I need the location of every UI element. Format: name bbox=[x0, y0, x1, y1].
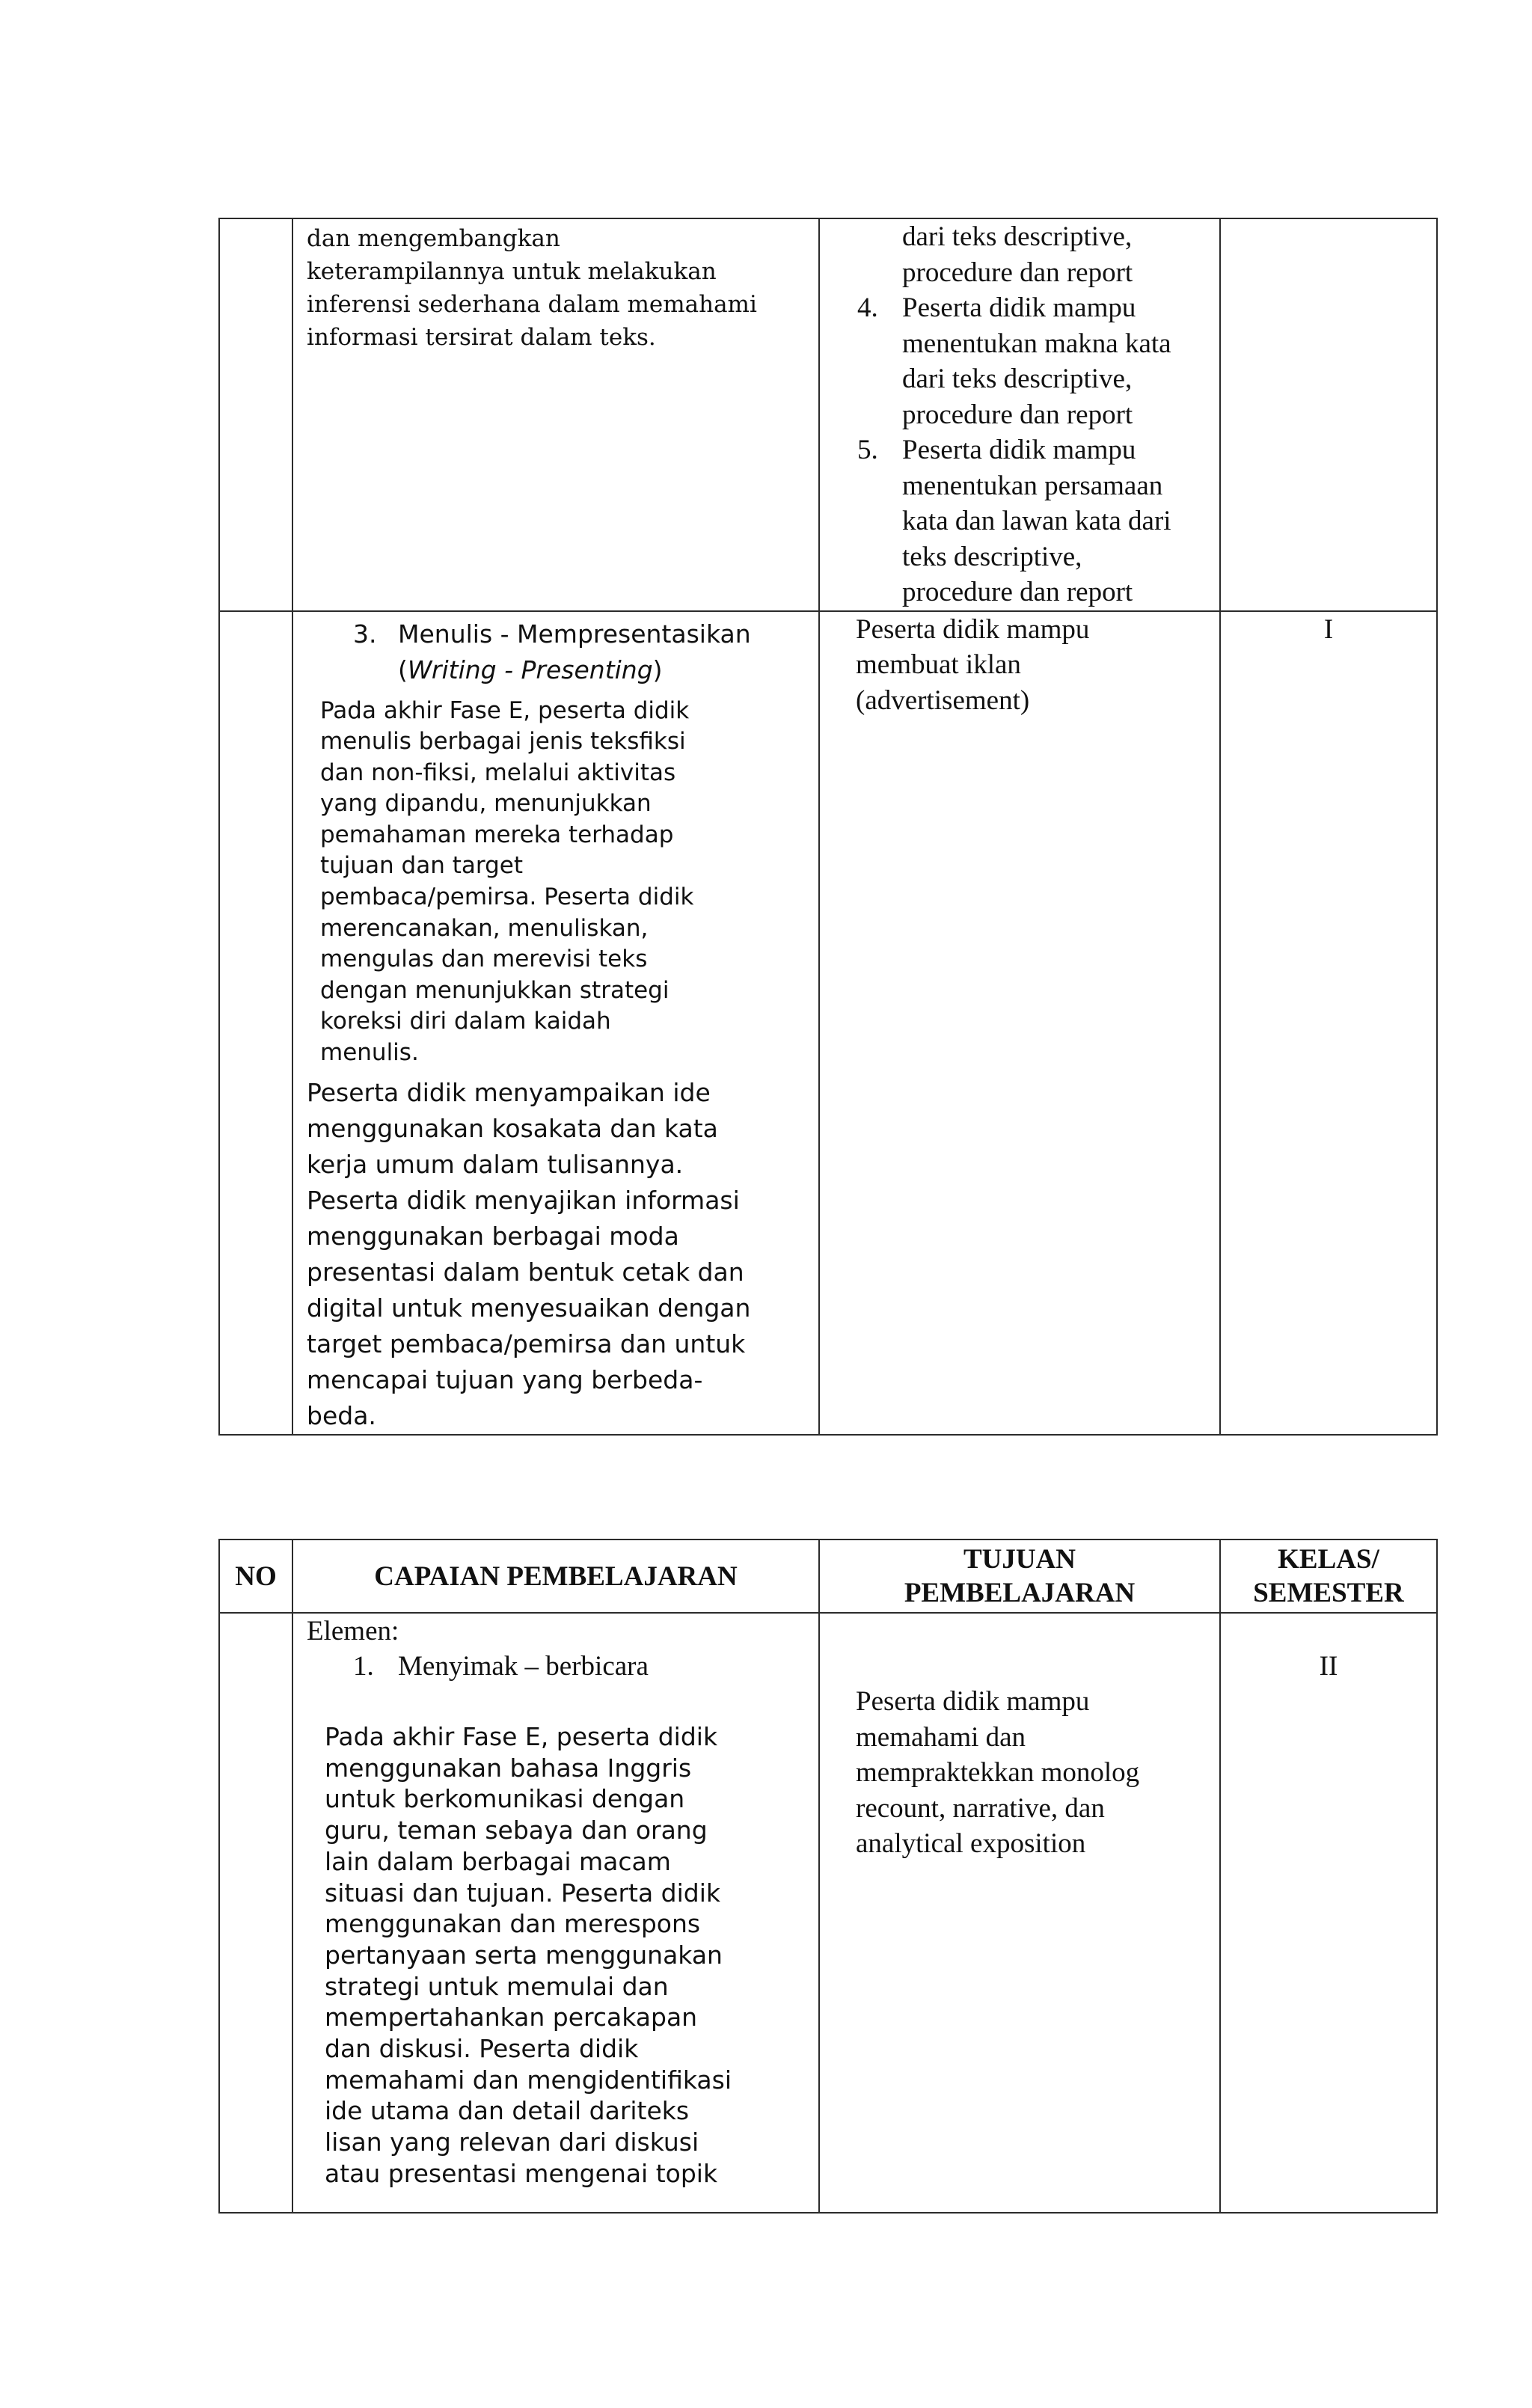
tujuan-cell bbox=[819, 611, 1220, 1435]
capaian-text: dan mengembangkan keterampilannya untuk melakukan inferensi sederhana dalam memahami informasi tersirat dalam teks. bbox=[307, 225, 757, 351]
tujuan-line-text: dari teks descriptive, bbox=[902, 221, 1133, 252]
tujuan-cell bbox=[819, 218, 1220, 611]
tujuan-line-text: Peserta didik mampu bbox=[902, 292, 1136, 323]
paren-open: ( bbox=[398, 655, 408, 684]
tujuan-line bbox=[820, 539, 1219, 575]
header-kelas: KELAS/ SEMESTER bbox=[1220, 1540, 1437, 1613]
tujuan-line-text: procedure dan report bbox=[902, 257, 1133, 288]
tujuan-number: 4. bbox=[857, 292, 878, 323]
tujuan-line-text: teks descriptive, bbox=[902, 541, 1082, 572]
tujuan-line-text: menentukan makna kata bbox=[902, 328, 1171, 359]
header-tujuan: TUJUAN PEMBELAJARAN bbox=[819, 1540, 1220, 1613]
kelas-cell bbox=[1220, 611, 1437, 1435]
element-title: Menulis - Mempresentasikan bbox=[398, 619, 751, 649]
tujuan-line-text: procedure dan report bbox=[902, 577, 1133, 607]
tujuan-line-text: Peserta didik mampu bbox=[902, 435, 1136, 465]
tujuan-line bbox=[820, 468, 1219, 504]
element-subtitle bbox=[293, 652, 818, 688]
kelas-cell bbox=[1220, 218, 1437, 611]
tujuan-line bbox=[820, 432, 1219, 468]
tujuan-line bbox=[820, 361, 1219, 397]
element-number: 1. bbox=[353, 1651, 374, 1682]
no-cell bbox=[219, 1613, 292, 2213]
curriculum-table-continued bbox=[218, 218, 1438, 1436]
header-no: NO bbox=[219, 1540, 292, 1613]
tujuan-line-text: kata dan lawan kata dari bbox=[902, 506, 1171, 536]
element-number: 3. bbox=[353, 619, 377, 649]
table-row bbox=[219, 1613, 1437, 2213]
element-heading bbox=[293, 616, 818, 652]
tujuan-line bbox=[820, 397, 1219, 433]
capaian-paragraph-2: Peserta didik menyampaikan ide menggunakan kosakata dan kata kerja umum dalam tulisannya. Peserta didik menyajikan informasi menggunakan berbagai moda presentasi dalam bentuk cetak dan digital untuk menyesuaikan dengan target pembaca/pemirsa dan untuk mencapai tujuan yang berbeda- beda. bbox=[307, 1077, 751, 1430]
kelas-cell bbox=[1220, 1613, 1437, 2213]
element-subtitle-italic: Writing - Presenting bbox=[407, 655, 653, 684]
tujuan-text: Peserta didik mampu membuat iklan (advertisement) bbox=[856, 613, 1090, 716]
no-cell bbox=[219, 218, 292, 611]
table-row bbox=[219, 611, 1437, 1435]
tujuan-line bbox=[820, 255, 1219, 291]
header-capaian: CAPAIAN PEMBELAJARAN bbox=[292, 1540, 819, 1613]
table-row bbox=[219, 218, 1437, 611]
tujuan-line bbox=[820, 575, 1219, 610]
tujuan-line bbox=[820, 503, 1219, 539]
tujuan-text: Peserta didik mampu memahami dan mempraktekkan monolog recount, narrative, dan analytical exposition bbox=[856, 1686, 1140, 1859]
elemen-label: Elemen: bbox=[307, 1616, 399, 1646]
capaian-cell bbox=[292, 218, 819, 611]
capaian-paragraph: Pada akhir Fase E, peserta didik menulis berbagai jenis teksfiksi dan non-fiksi, melalui aktivitas yang dipandu, menunjukkan pemahaman mereka terhadap tujuan dan target pembaca/pemirsa. Peserta didik merencanakan, menuliskan, mengulas dan merevisi teks dengan menunjukkan strategi koreksi diri dalam kaidah menulis. bbox=[320, 696, 694, 1067]
no-cell bbox=[219, 611, 292, 1435]
element-heading bbox=[293, 1649, 818, 1684]
capaian-paragraph: Pada akhir Fase E, peserta didik menggunakan bahasa Inggris untuk berkomunikasi dengan guru, teman sebaya dan orang lain dalam berbagai macam situasi dan tujuan. Peserta didik menggunakan dan merespons pertanyaan serta menggunakan strategi untuk memulai dan mempertahankan percakapan dan diskusi. Peserta didik memahami dan mengidentifikasi ide utama dan detail dariteks lisan yang relevan dari diskusi atau presentasi mengenai topik bbox=[325, 1722, 732, 2188]
element-title: Menyimak – berbicara bbox=[398, 1651, 649, 1682]
kelas-value: I bbox=[1323, 613, 1334, 645]
tujuan-cell bbox=[819, 1613, 1220, 2213]
tujuan-line bbox=[820, 290, 1219, 326]
capaian-cell bbox=[292, 611, 819, 1435]
tujuan-list bbox=[820, 219, 1219, 610]
tujuan-line-text: dari teks descriptive, bbox=[902, 364, 1133, 394]
tujuan-line bbox=[820, 326, 1219, 362]
curriculum-table bbox=[218, 1539, 1438, 2214]
capaian-cell bbox=[292, 1613, 819, 2213]
tujuan-line-text: procedure dan report bbox=[902, 399, 1133, 430]
paren-close: ) bbox=[652, 655, 663, 684]
tujuan-line-text: menentukan persamaan bbox=[902, 470, 1163, 501]
table-header-row bbox=[219, 1540, 1437, 1613]
tujuan-number: 5. bbox=[857, 435, 878, 465]
kelas-value: II bbox=[1319, 1651, 1338, 1682]
tujuan-line bbox=[820, 219, 1219, 255]
